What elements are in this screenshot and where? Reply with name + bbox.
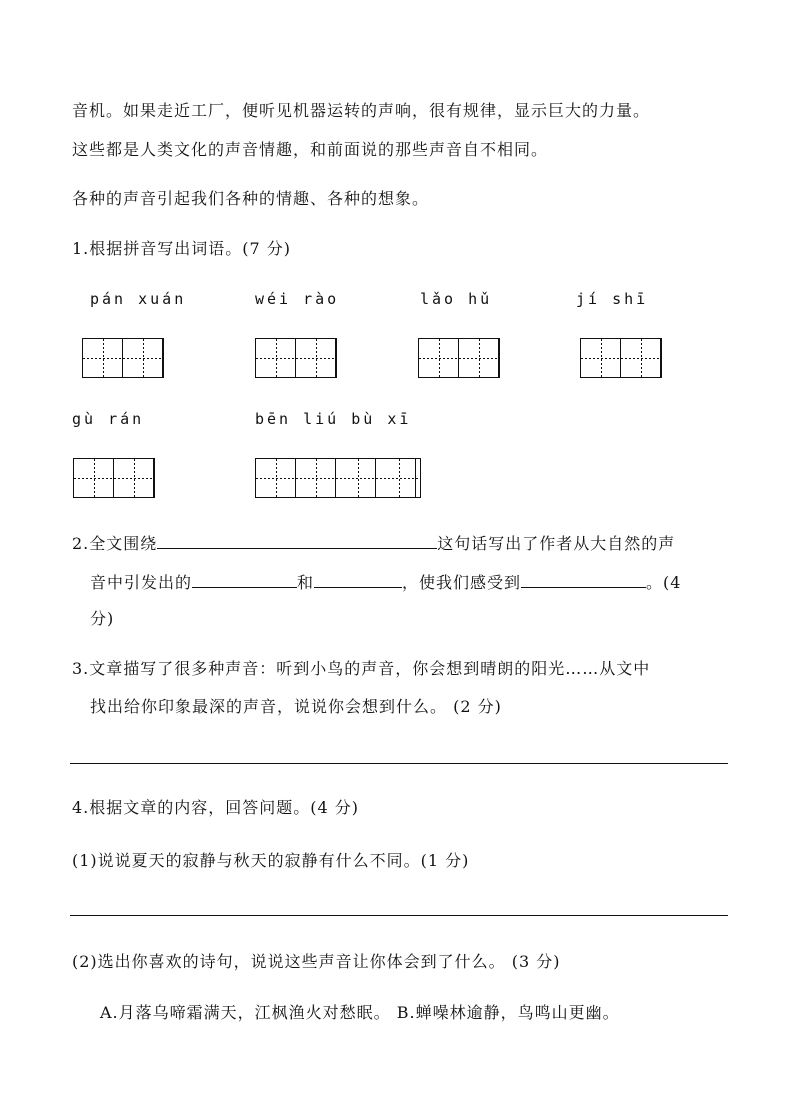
passage-line-3: 各种的声音引起我们各种的情趣、各种的想象。 bbox=[72, 189, 430, 208]
q3-line-1: 3.文章描写了很多种声音：听到小鸟的声音，你会想到晴朗的阳光……从文中 bbox=[72, 659, 651, 678]
pinyin-6: bēn liú bù xī bbox=[255, 410, 412, 428]
answer-grid-6[interactable] bbox=[255, 458, 421, 498]
q2-blank-2[interactable] bbox=[192, 569, 297, 588]
passage-line-1: 音机。如果走近工厂，便听见机器运转的声响，很有规律，显示巨大的力量。 bbox=[72, 101, 651, 120]
q4-sub2: (2)选出你喜欢的诗句，说说这些声音让你体会到了什么。 (3 分) bbox=[72, 952, 561, 971]
q1-title: 1.根据拼音写出词语。(7 分) bbox=[72, 239, 292, 258]
q2-prefix: 2.全文围绕 bbox=[72, 534, 158, 553]
answer-grid-2[interactable] bbox=[255, 338, 337, 378]
q2-text-b: 和 bbox=[297, 573, 315, 592]
q4-sub1: (1)说说夏天的寂静与秋天的寂静有什么不同。(1 分) bbox=[72, 851, 470, 870]
q2-text-c: ，使我们感受到 bbox=[402, 573, 522, 592]
q2-line-2 bbox=[90, 569, 681, 593]
answer-grid-1[interactable] bbox=[82, 338, 164, 378]
q3-answer-line[interactable] bbox=[70, 763, 728, 764]
q2-line-1 bbox=[72, 530, 675, 554]
pinyin-3: lǎo hǔ bbox=[420, 290, 493, 308]
q2-blank-1[interactable] bbox=[157, 530, 437, 549]
pinyin-4: jí shī bbox=[576, 290, 649, 308]
q3-line-2: 找出给你印象最深的声音，说说你会想到什么。 (2 分) bbox=[90, 697, 502, 716]
answer-grid-3[interactable] bbox=[418, 338, 500, 378]
answer-grid-5[interactable] bbox=[73, 458, 155, 498]
q2-text-a: 音中引发出的 bbox=[90, 573, 193, 592]
q4-options: A.月落乌啼霜满天，江枫渔火对愁眠。 B.蝉噪林逾静，鸟鸣山更幽。 bbox=[100, 1003, 620, 1022]
pinyin-5: gù rán bbox=[72, 410, 145, 428]
pinyin-2: wéi rào bbox=[255, 290, 340, 308]
q4-title: 4.根据文章的内容，回答问题。(4 分) bbox=[72, 798, 360, 817]
q2-line-3: 分) bbox=[90, 609, 115, 628]
q2-mid: 这句话写出了作者从大自然的声 bbox=[437, 534, 676, 553]
q2-blank-3[interactable] bbox=[314, 569, 402, 588]
q4-sub1-answer-line[interactable] bbox=[70, 915, 728, 916]
answer-grid-4[interactable] bbox=[580, 338, 662, 378]
pinyin-1: pán xuán bbox=[90, 290, 187, 308]
q2-blank-4[interactable] bbox=[521, 569, 646, 588]
q2-text-d: 。(4 bbox=[646, 573, 682, 592]
passage-line-2: 这些都是人类文化的声音情趣，和前面说的那些声音自不相同。 bbox=[72, 140, 549, 159]
